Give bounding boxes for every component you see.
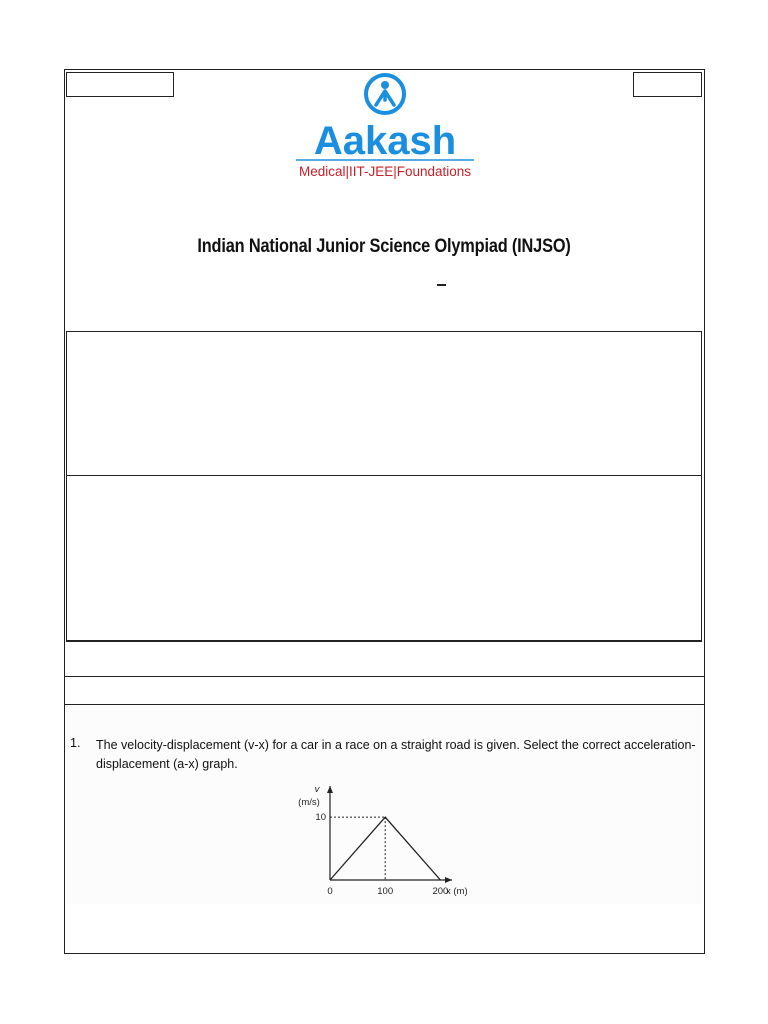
top-right-box <box>633 72 702 97</box>
x-axis-label: x (m) <box>446 886 468 897</box>
instruction-box-1 <box>66 331 702 476</box>
page-title: Indian National Junior Science Olympiad (INJSO) <box>197 236 571 257</box>
top-left-box <box>66 72 174 97</box>
velocity-displacement-graph <box>280 778 480 902</box>
x-tick-label: 100 <box>377 886 394 897</box>
logo-wordmark: Aakash <box>313 119 457 163</box>
question-number: 1. <box>70 736 81 750</box>
aakash-emblem-icon <box>366 75 404 113</box>
x-tick-label: 200 <box>432 886 449 897</box>
y-axis-arrow <box>327 786 333 793</box>
question-text: The velocity-displacement (v-x) for a car in a race on a straight road is given. Select the correct acceleration-displacement (a-x) graph. <box>96 738 696 771</box>
y-tick-label: 10 <box>315 812 326 824</box>
logo-tagline: Medical|IIT-JEE|Foundations <box>298 164 472 179</box>
title-dash <box>437 284 446 286</box>
x-tick-label: 0 <box>327 886 333 897</box>
x-axis-arrow <box>445 877 452 883</box>
y-axis-unit: (m/s) <box>298 797 320 808</box>
divider-line <box>64 704 705 705</box>
divider-line <box>64 676 705 677</box>
aakash-logo <box>290 72 480 182</box>
y-axis-variable: v <box>314 784 320 795</box>
instruction-box-2 <box>66 475 702 642</box>
